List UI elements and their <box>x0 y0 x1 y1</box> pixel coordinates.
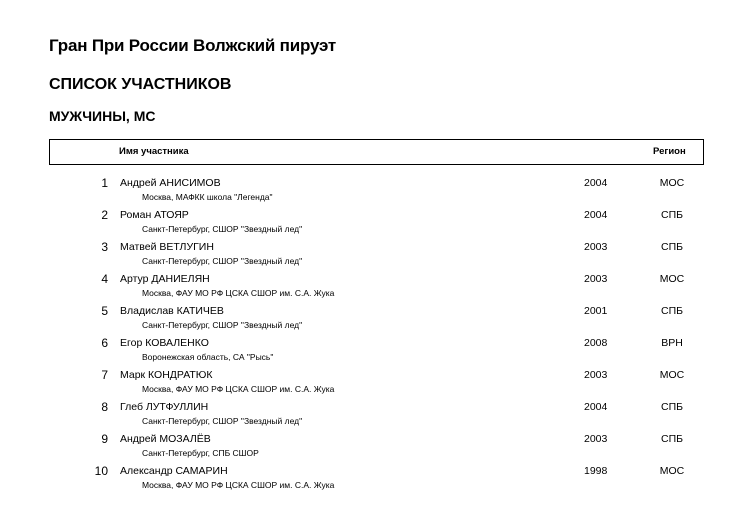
table-row <box>0 176 746 208</box>
table-row <box>0 272 746 304</box>
participant-year: 2004 <box>584 177 608 189</box>
table-row <box>0 400 746 432</box>
participant-region: СПБ <box>660 433 684 445</box>
column-header-region: Регион <box>653 146 686 157</box>
participant-club: Воронежская область, СА "Рысь" <box>142 352 274 362</box>
participant-region: МОС <box>659 369 685 381</box>
participant-name: Владислав КАТИЧЕВ <box>120 305 224 317</box>
participant-number: 5 <box>101 304 108 318</box>
participant-club: Москва, ФАУ МО РФ ЦСКА СШОР им. С.А. Жука <box>142 288 335 298</box>
participant-club: Москва, МАФКК школа "Легенда" <box>142 192 273 202</box>
participant-club: Санкт-Петербург, СШОР "Звездный лед" <box>142 416 303 426</box>
table-row <box>0 240 746 272</box>
participant-name: Артур ДАНИЕЛЯН <box>120 273 210 285</box>
participant-club: Москва, ФАУ МО РФ ЦСКА СШОР им. С.А. Жука <box>142 480 335 490</box>
table-row <box>0 464 746 496</box>
table-row <box>0 368 746 400</box>
table-header <box>49 139 704 165</box>
participant-name: Роман АТОЯР <box>120 209 189 221</box>
column-header-name: Имя участника <box>119 146 189 157</box>
table-row <box>0 432 746 464</box>
table-row <box>0 336 746 368</box>
participant-club: Санкт-Петербург, СШОР "Звездный лед" <box>142 256 303 266</box>
participant-year: 2003 <box>584 241 608 253</box>
category-title: МУЖЧИНЫ, МС <box>49 108 156 124</box>
participant-region: СПБ <box>660 401 684 413</box>
participant-club: Санкт-Петербург, СШОР "Звездный лед" <box>142 320 303 330</box>
list-title: СПИСОК УЧАСТНИКОВ <box>49 76 232 93</box>
participant-year: 2003 <box>584 273 608 285</box>
participant-region: МОС <box>659 465 685 477</box>
participant-number: 3 <box>101 240 108 254</box>
participant-year: 2003 <box>584 369 608 381</box>
table-row <box>0 304 746 336</box>
participant-number: 9 <box>101 432 108 446</box>
participant-year: 2004 <box>584 209 608 221</box>
participant-number: 4 <box>101 272 108 286</box>
participant-number: 6 <box>101 336 108 350</box>
participant-number: 8 <box>101 400 108 414</box>
participant-number: 10 <box>94 464 108 478</box>
participant-region: СПБ <box>660 305 684 317</box>
participant-name: Егор КОВАЛЕНКО <box>120 337 209 349</box>
participant-number: 1 <box>101 176 108 190</box>
participant-region: СПБ <box>660 209 684 221</box>
participant-year: 2001 <box>584 305 608 317</box>
participant-region: СПБ <box>660 241 684 253</box>
participant-region: МОС <box>659 177 685 189</box>
participant-club: Москва, ФАУ МО РФ ЦСКА СШОР им. С.А. Жука <box>142 384 335 394</box>
participant-name: Александр САМАРИН <box>120 465 228 477</box>
table-row <box>0 208 746 240</box>
participant-club: Санкт-Петербург, СШОР "Звездный лед" <box>142 224 303 234</box>
participant-year: 1998 <box>584 465 608 477</box>
participant-name: Глеб ЛУТФУЛЛИН <box>120 401 209 413</box>
participant-region: МОС <box>659 273 685 285</box>
participant-name: Марк КОНДРАТЮК <box>120 369 213 381</box>
participant-number: 7 <box>101 368 108 382</box>
participant-name: Андрей МОЗАЛЁВ <box>120 433 211 445</box>
participant-year: 2004 <box>584 401 608 413</box>
participant-number: 2 <box>101 208 108 222</box>
participant-name: Матвей ВЕТЛУГИН <box>120 241 214 253</box>
participant-club: Санкт-Петербург, СПБ СШОР <box>142 448 259 458</box>
participant-name: Андрей АНИСИМОВ <box>120 177 221 189</box>
event-title: Гран При России Волжский пируэт <box>49 36 337 55</box>
participant-year: 2003 <box>584 433 608 445</box>
participant-year: 2008 <box>584 337 608 349</box>
participant-region: ВРН <box>661 337 683 349</box>
